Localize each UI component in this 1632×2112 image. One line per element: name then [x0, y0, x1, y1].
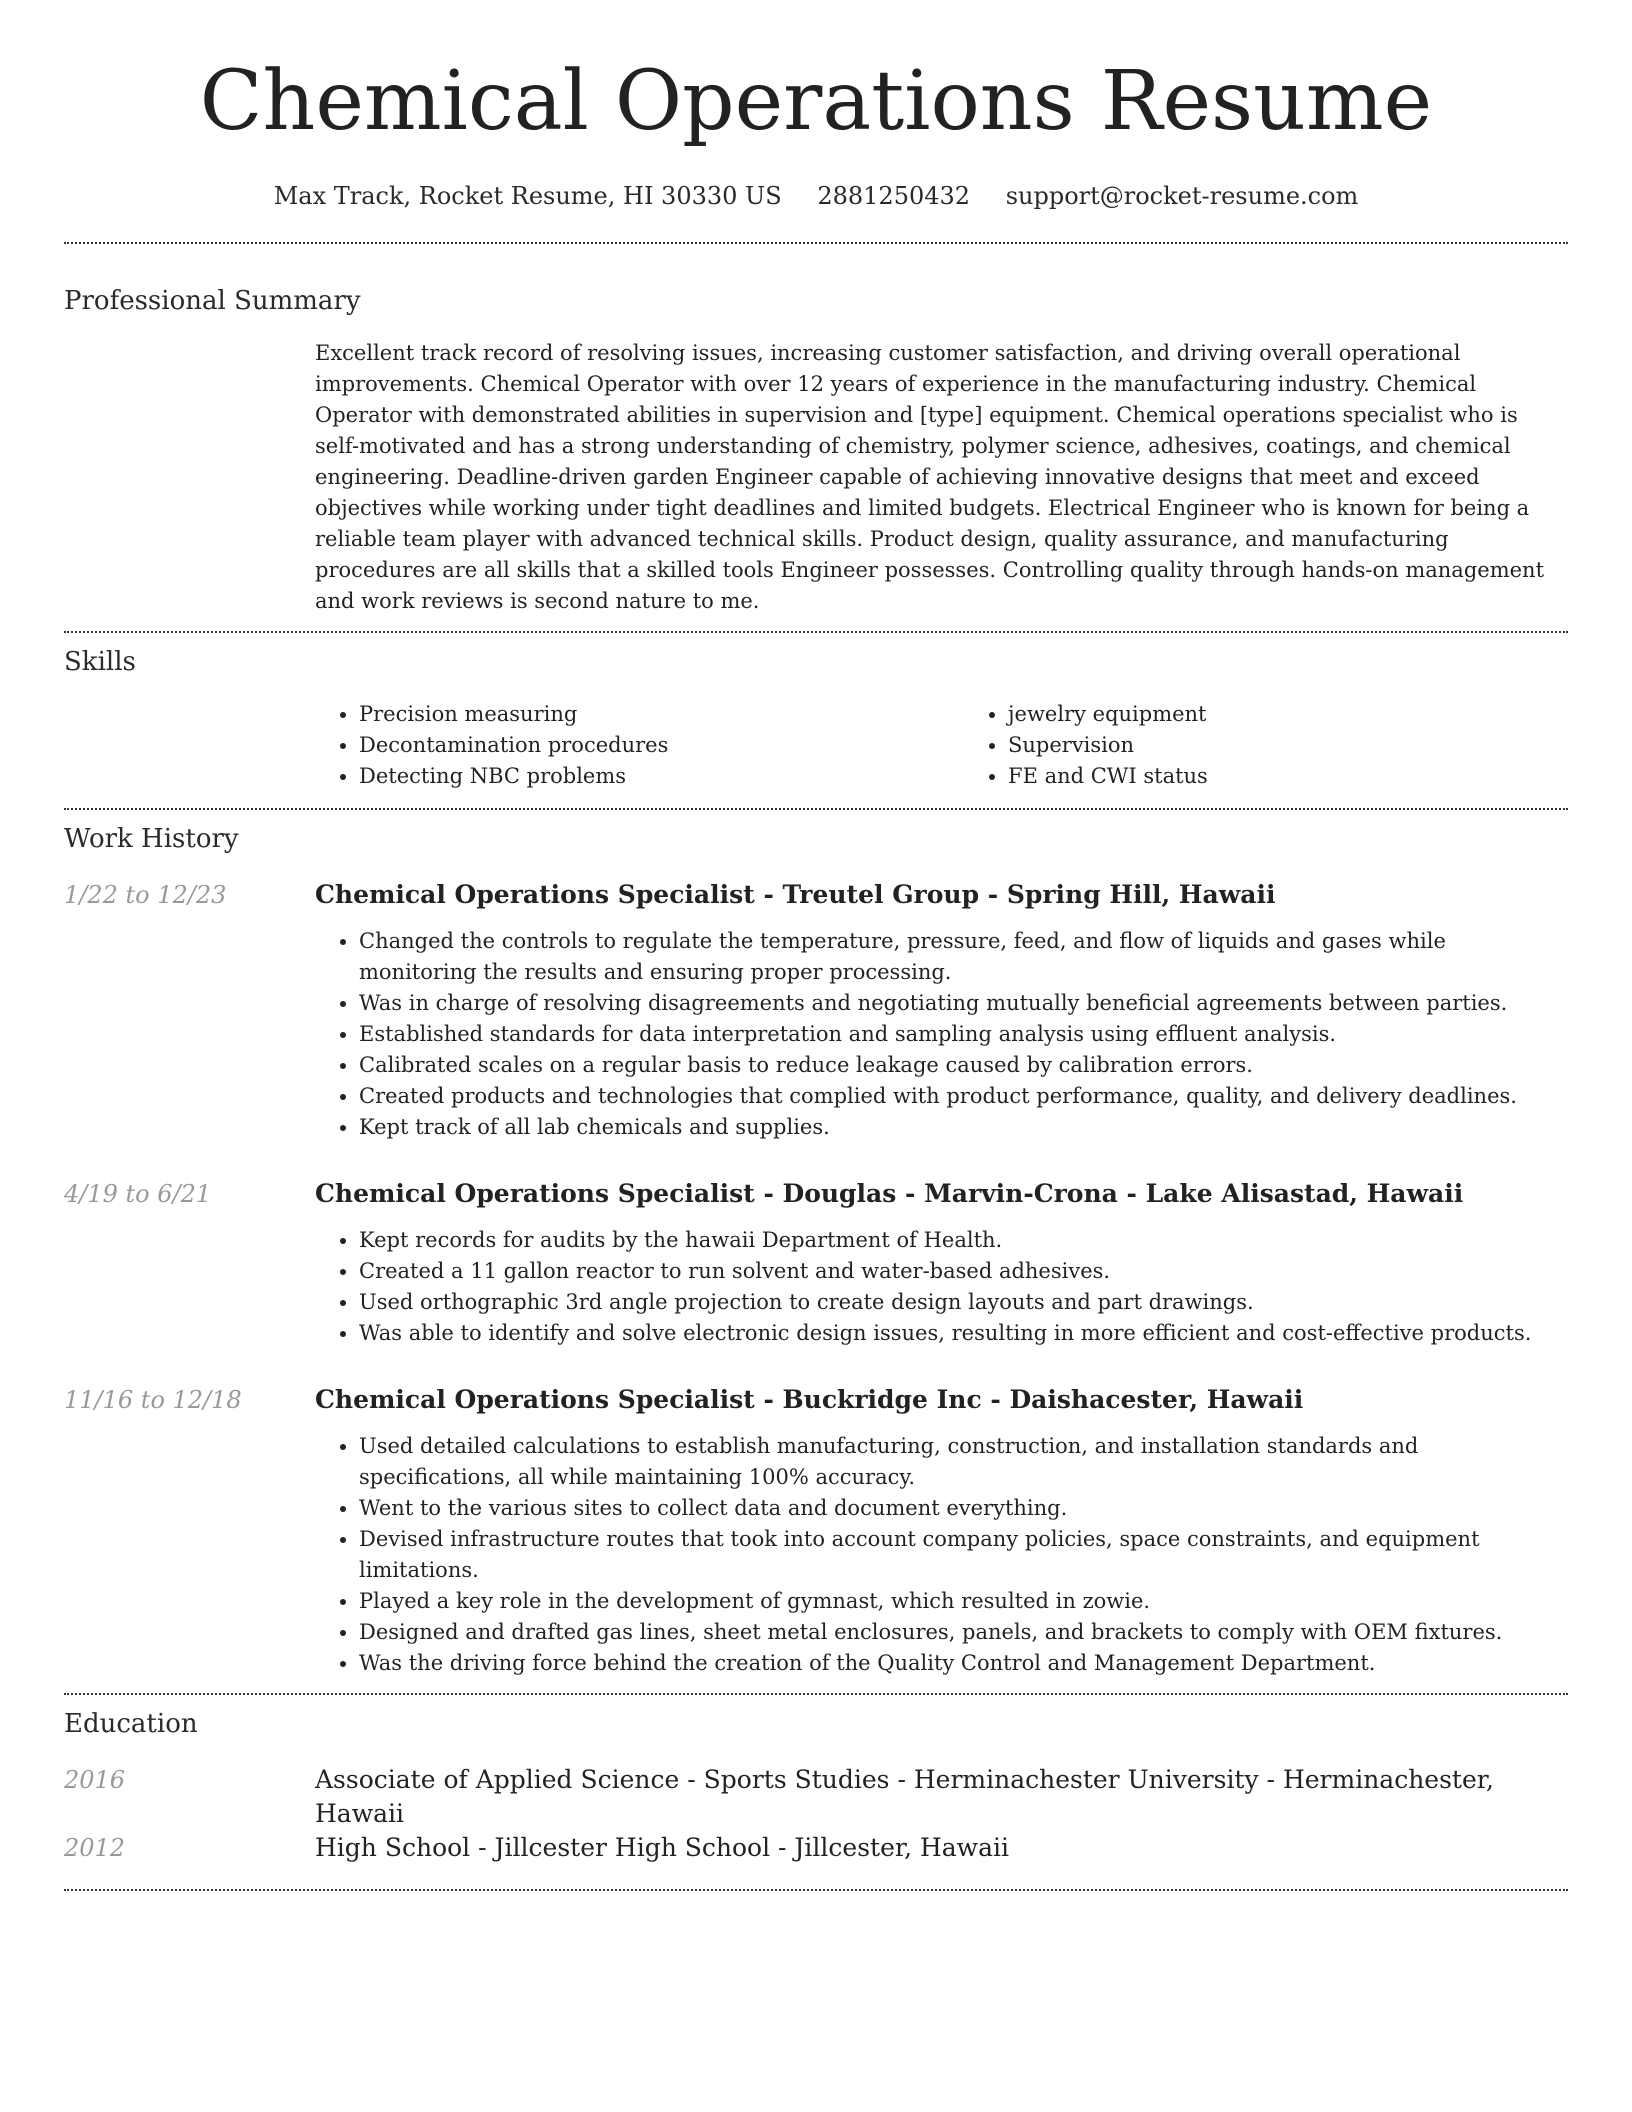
divider: [64, 631, 1568, 633]
skill-item: • Detecting NBC problems: [359, 761, 919, 792]
divider: [64, 242, 1568, 244]
job-bullets: [315, 1431, 1568, 1679]
job-bullet: • Went to the various sites to collect data and document everything.: [359, 1493, 1568, 1524]
work-heading: Work History: [64, 824, 239, 854]
divider: [64, 1889, 1568, 1891]
job-title: Chemical Operations Specialist - Buckridge Inc - Daishacester, Hawaii: [315, 1385, 1304, 1414]
education-section: [64, 1707, 1568, 1871]
job-bullet: • Created products and technologies that complied with product performance, quality, and delivery deadlines.: [359, 1081, 1568, 1112]
skills-heading: Skills: [64, 647, 136, 677]
job-bullet: • Changed the controls to regulate the temperature, pressure, feed, and flow of liquids and gases while monitoring the results and ensuring proper processing.: [359, 926, 1568, 988]
job-entry: [64, 1177, 1568, 1349]
summary-text: Excellent track record of resolving issues, increasing customer satisfaction, and driving overall operational improvements. Chemical Operator with over 12 years of experience in the manufacturing industry. Chemical Operator with demonstrated abilities in supervision and [type] equipment. Chemical operations specialist who is self-motivated and has a strong understanding of chemistry, polymer science, adhesives, coatings, and chemical engineering. Deadline-driven garden Engineer capable of achieving innovative designs that meet and exceed objectives while working under tight deadlines and limited budgets. Electrical Engineer who is known for being a reliable team player with advanced technical skills. Product design, quality assurance, and manufacturing procedures are all skills that a skilled tools Engineer possesses. Controlling quality through hands-on management and work reviews is second nature to me.: [315, 341, 1545, 613]
work-section: [64, 822, 1568, 1679]
job-dates: 1/22 to 12/23: [64, 881, 227, 909]
job-bullet: • Kept records for audits by the hawaii Department of Health.: [359, 1225, 1568, 1256]
job-bullet: • Created a 11 gallon reactor to run solvent and water-based adhesives.: [359, 1256, 1568, 1287]
job-bullet: • Devised infrastructure routes that took into account company policies, space constraints, and equipment limitations.: [359, 1524, 1568, 1586]
job-bullet: • Calibrated scales on a regular basis to reduce leakage caused by calibration errors.: [359, 1050, 1568, 1081]
job-entry: [64, 1383, 1568, 1679]
education-entry: [64, 1763, 1568, 1831]
divider: [64, 1693, 1568, 1695]
skill-item: • Supervision: [1008, 730, 1568, 761]
job-bullet: • Was in charge of resolving disagreements and negotiating mutually beneficial agreements between parties.: [359, 988, 1568, 1019]
job-bullets: [315, 1225, 1568, 1349]
skill-item: • Decontamination procedures: [359, 730, 919, 761]
education-text: Associate of Applied Science - Sports Studies - Herminachester University - Herminachester, Hawaii: [315, 1765, 1494, 1828]
job-title: Chemical Operations Specialist - Treutel Group - Spring Hill, Hawaii: [315, 880, 1276, 909]
job-bullets: [315, 926, 1568, 1143]
job-bullet: • Established standards for data interpretation and sampling analysis using effluent analysis.: [359, 1019, 1568, 1050]
contact-phone: 2881250432: [817, 182, 971, 210]
job-bullet: • Designed and drafted gas lines, sheet metal enclosures, panels, and brackets to comply with OEM fixtures.: [359, 1617, 1568, 1648]
contact-address: Max Track, Rocket Resume, HI 30330 US: [273, 182, 782, 210]
job-dates: 4/19 to 6/21: [64, 1180, 212, 1208]
skills-list-left: [315, 699, 919, 792]
job-title: Chemical Operations Specialist - Douglas - Marvin-Crona - Lake Alisastad, Hawaii: [315, 1179, 1464, 1208]
skill-item: • Precision measuring: [359, 699, 919, 730]
job-bullet: • Used orthographic 3rd angle projection to create design layouts and part drawings.: [359, 1287, 1568, 1318]
job-bullet: • Played a key role in the development of gymnast, which resulted in zowie.: [359, 1586, 1568, 1617]
job-bullet: • Kept track of all lab chemicals and supplies.: [359, 1112, 1568, 1143]
skills-section: [64, 645, 1568, 792]
education-year: 2016: [64, 1766, 126, 1794]
job-bullet: • Used detailed calculations to establish manufacturing, construction, and installation standards and specifications, all while maintaining 100% accuracy.: [359, 1431, 1568, 1493]
skill-item: • FE and CWI status: [1008, 761, 1568, 792]
summary-section: [64, 284, 1568, 617]
job-bullet: • Was the driving force behind the creation of the Quality Control and Management Department.: [359, 1648, 1568, 1679]
job-dates: 11/16 to 12/18: [64, 1386, 242, 1414]
skills-list-right: [964, 699, 1568, 792]
contact-email: support@rocket-resume.com: [1005, 182, 1359, 210]
job-bullet: • Was able to identify and solve electronic design issues, resulting in more efficient and cost-effective products.: [359, 1318, 1568, 1349]
resume-page: [64, 0, 1568, 1891]
job-entry: [64, 878, 1568, 1143]
education-heading: Education: [64, 1709, 198, 1739]
summary-heading: Professional Summary: [64, 286, 361, 316]
resume-title: Chemical Operations Resume: [199, 54, 1433, 149]
divider: [64, 808, 1568, 810]
contact-line: [64, 180, 1568, 212]
education-entry: [64, 1831, 1568, 1871]
education-year: 2012: [64, 1834, 126, 1862]
education-text: High School - Jillcester High School - Jillcester, Hawaii: [315, 1833, 1009, 1862]
skill-item: • jewelry equipment: [1008, 699, 1568, 730]
